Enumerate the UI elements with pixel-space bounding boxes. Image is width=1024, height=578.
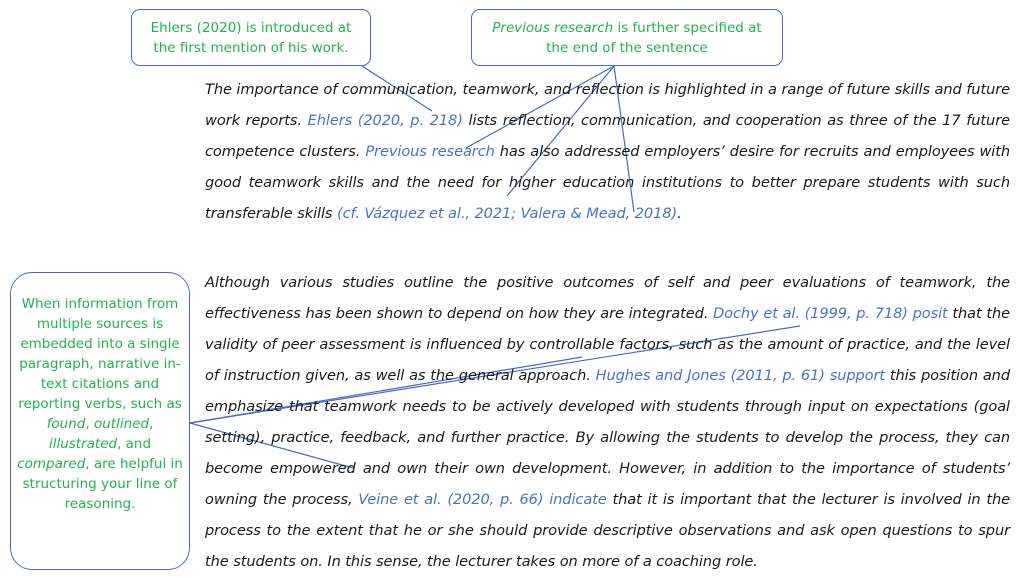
callout-previous-research [471, 9, 783, 66]
callout-ehlers [131, 9, 371, 66]
citation-hughes-jones: Hughes and Jones (2011, p. 61) support [595, 367, 886, 384]
callout-previous-research-term: Previous research [492, 20, 614, 36]
callout-sep: , and [117, 436, 152, 452]
callout-previous-research-line1-rest: is further specified at [613, 20, 762, 36]
paragraph-2-text: that the validity of peer assessment is influenced by controllable factors, such as the amount of practice, and the level of instruction given, as well as the general approach. [205, 305, 1011, 384]
reporting-verb-found: found [46, 416, 86, 432]
callout-ehlers-line2: the first mention of his work. [153, 40, 349, 56]
paragraph-2-text: this position and emphasize that teamwork needs to be actively developed with students through input on expectations (goal setting), practice, feedback, and further practice. By allowing the students to develop the process, they can become empowered and own their own development. However, in addition to the importance of students’ owning the process, [205, 367, 1010, 508]
callout-sep: , [149, 416, 154, 432]
citation-previous-research: Previous research [365, 143, 495, 160]
citation-ehlers: Ehlers (2020, p. 218) [307, 112, 463, 129]
citation-veine: Veine et al. (2020, p. 66) indicate [358, 491, 607, 508]
callout-multiple-sources-text-a: When information from multiple sources is embedded into a single paragraph, narrative in-text citations and reporting verbs, such as [18, 296, 182, 412]
paragraph-1-text: . [677, 205, 682, 222]
citation-vazquez-valera: (cf. Vázquez et al., 2021; Valera & Mead, 2018) [336, 205, 678, 222]
reporting-verb-compared: compared [17, 456, 86, 472]
paragraph-1-text: The importance of communication, teamwork, and reflection is highlighted in a range of future skills and future work reports. [205, 81, 1010, 129]
callout-previous-research-line2: the end of the sentence [546, 40, 708, 56]
paragraph-2-text: Although various studies outline the positive outcomes of self and peer evaluations of teamwork, the effectiveness has been shown to depend on how they are integrated. [205, 274, 1010, 322]
callout-ehlers-line1: Ehlers (2020) is introduced at [150, 20, 352, 36]
paragraph-1-text: lists reflection, communication, and cooperation as three of the 17 future competence clusters. [205, 112, 1010, 160]
callout-previous-research-line1 [472, 18, 782, 38]
callout-multiple-sources [10, 272, 190, 570]
paragraph-2 [205, 267, 1010, 577]
reporting-verb-illustrated: illustrated [48, 436, 118, 452]
paragraph-1 [205, 74, 1010, 229]
paragraph-1-text: has also addressed employers’ desire for recruits and employees with good teamwork skills and the need for higher education institutions to better prepare students with such transferable skills [205, 143, 1011, 222]
reporting-verb-outlined: outlined [93, 416, 150, 432]
callout-multiple-sources-text-b: , are helpful in structuring your line of reasoning. [22, 456, 183, 512]
citation-dochy: Dochy et al. (1999, p. 718) posit [713, 305, 948, 322]
callout-sep: , [85, 416, 94, 432]
paragraph-2-text: that it is important that the lecturer is involved in the process to the extent that he or she should provide descriptive observations and ask open questions to spur the students on. In this sense, the lecturer takes on more of a coaching role. [205, 491, 1010, 570]
